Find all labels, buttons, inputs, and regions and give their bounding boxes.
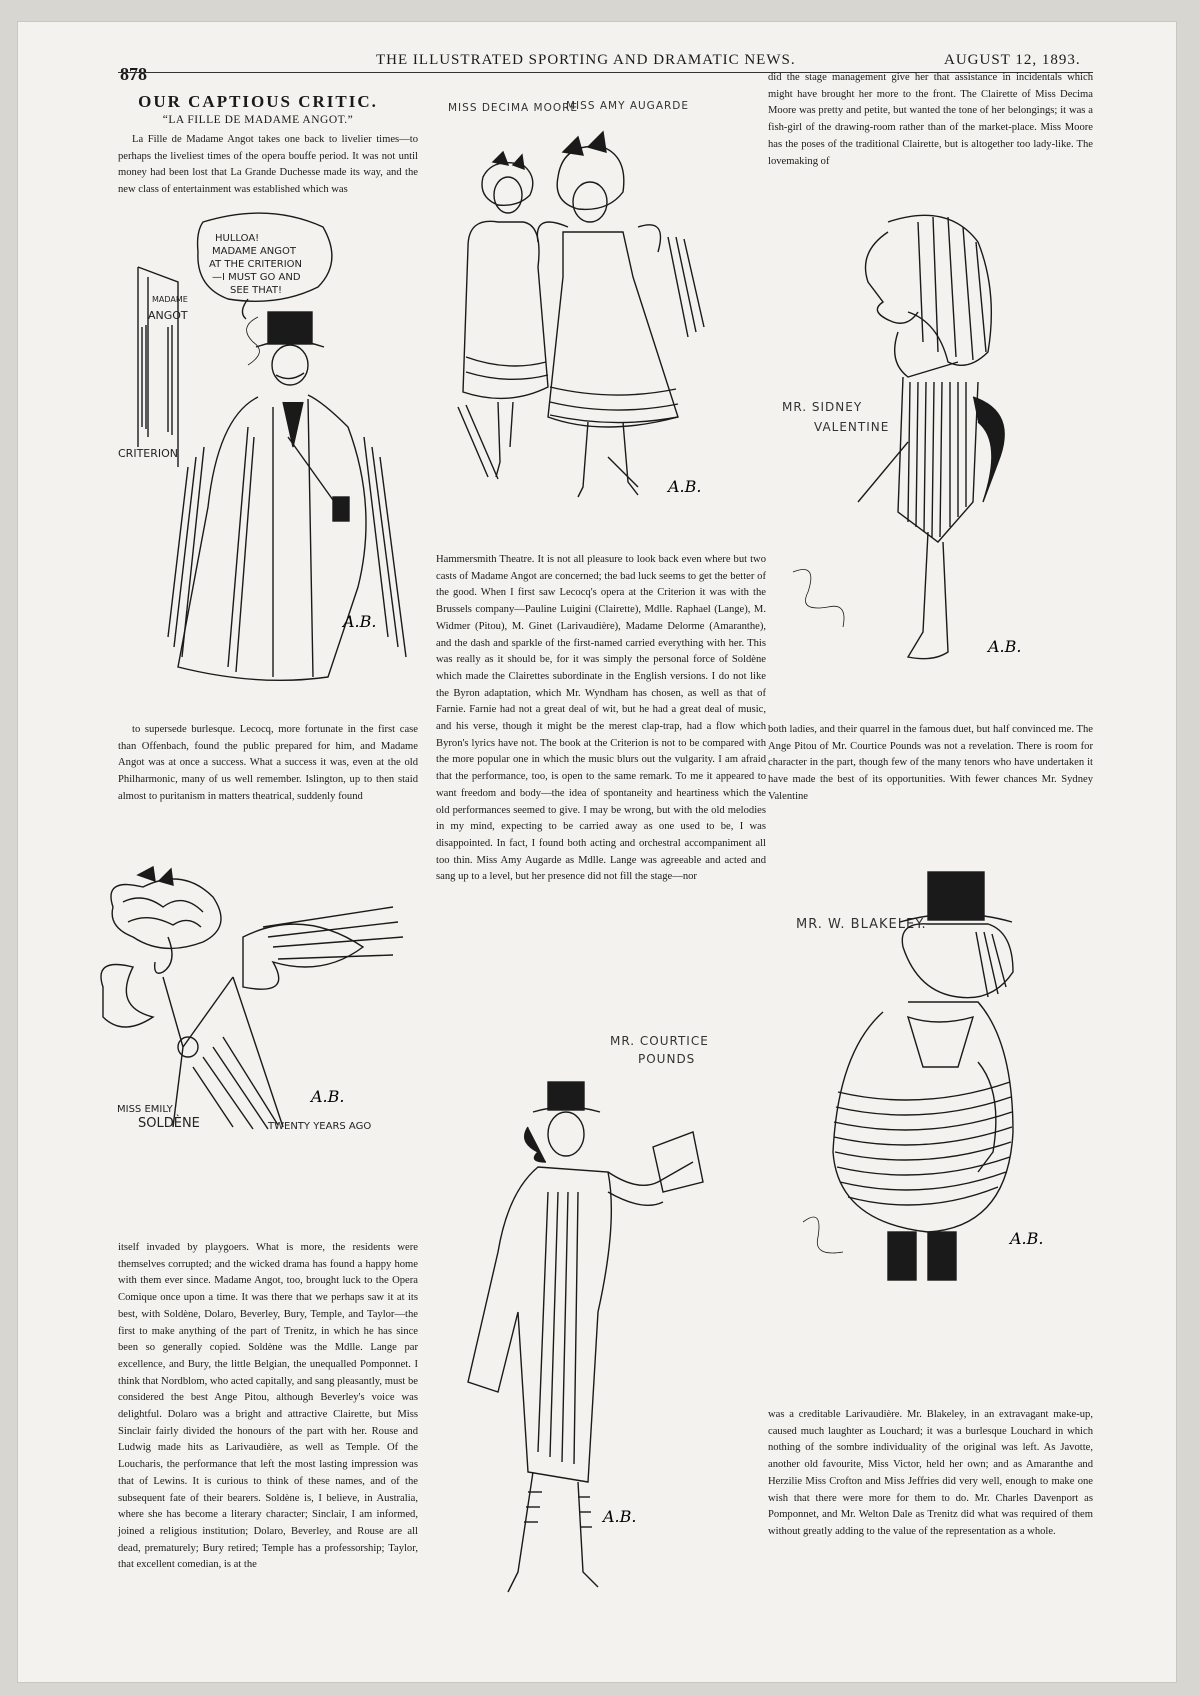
caption-soldene-note: TWENTY YEARS AGO bbox=[268, 1121, 372, 1132]
column-3-bottom bbox=[768, 1407, 1093, 1541]
coat-tail bbox=[973, 397, 1004, 502]
speech-line: HULLOA! bbox=[215, 233, 260, 244]
caption-pounds-line2: POUNDS bbox=[638, 1052, 696, 1066]
top-hat bbox=[268, 312, 312, 344]
page-number: 878 bbox=[120, 64, 147, 84]
artist-signature: A.B. bbox=[343, 612, 377, 631]
blakeley-body bbox=[833, 1002, 1013, 1232]
pounds-coat bbox=[468, 1167, 611, 1482]
walking-cane bbox=[858, 442, 908, 502]
caption-blakeley: MR. W. BLAKELEY. bbox=[796, 917, 927, 932]
caption-valentine-line1: MR. SIDNEY bbox=[782, 400, 863, 414]
speech-line: —I MUST GO AND bbox=[212, 272, 301, 283]
column-1-bottom bbox=[118, 1240, 418, 1574]
publication-title: THE ILLUSTRATED SPORTING AND DRAMATIC NEWS. bbox=[376, 52, 796, 68]
pounds-legs bbox=[508, 1472, 598, 1592]
speech-line: SEE THAT! bbox=[230, 285, 282, 296]
issue-date: AUGUST 12, 1893. bbox=[944, 52, 1081, 68]
satchel bbox=[333, 497, 349, 521]
column-2 bbox=[436, 552, 766, 886]
column-1-top-text: La Fille de Madame Angot takes one back to livelier times—to perhaps the liveliest times of the opera bouffe period. It was not until money had been lost that La Grande Duchesse made its way, and the new class of entertainment was established which was bbox=[118, 134, 418, 196]
soldene-face bbox=[155, 937, 172, 973]
column-3-bottom-text: was a creditable Larivaudière. Mr. Blakeley, in an extravagant make-up, caused much laughter as Louchard; it was a burlesque Louchard in which nothing of the sombre individuality of the original was left. As Javotte, another old favourite, Miss Victor, held her own; and as Amaranthe and Herzilie Miss Crofton and Miss Jeffries did very well, enough to make one wish that there were more for them to do. Mr. Charles Davenport as Pomponnet, and Mr. Welton Dale as Trenitz did what was required of them without greatly adding to the value of the representation as a whole. bbox=[768, 1409, 1093, 1537]
blakeley-apron bbox=[908, 1017, 973, 1067]
article-subtitle: “LA FILLE DE MADAME ANGOT.” bbox=[162, 114, 354, 126]
valentine-face bbox=[866, 232, 919, 323]
valentine-collar bbox=[895, 332, 958, 377]
column-1-bottom-text: itself invaded by playgoers. What is more, the residents were themselves corrupted; and the wicked drama has found a happy home with them ever since. Madame Angot, too, brought luck to the Opera Comique once upon a time. It was there that we perhaps saw it at its best, with Soldène, Dolaro, Beverley, Bury, Temple, and Taylor—the first to make anything of the part of Trenitz, in which he has since been so generally copied. Soldène was the Mdlle. Lange par excellence, and Bury, the little Belgian, the unequalled Pomponnet. I think that Nordblom, who acted capitally, and sang pleasantly, must be considered the best Ange Pitou, although Beverley's voice was delightful. Dolaro was a bright and attractive Clairette, but Miss Sinclair fairly divided the honours of the part with her. Rouse and Ludwig made hits as Larivaudière, as well as Temple. Of the Loucharis, the performance that left the most lasting impression was that of Lewins. It is curious to think of these names, and of the subsequent fate of their bearers. Soldène is, I believe, in Australia, where she has become a literary character; Sinclair, I am informed, joined a religious institution; Dolaro, Beverley, and Rouse are all dead, prematurely; Bury retired; Temple has a professorship; Taylor, that excellent comedian, is at the bbox=[118, 1242, 418, 1571]
hair-curls bbox=[111, 879, 221, 948]
left-lady-face bbox=[494, 177, 522, 213]
right-lady-face bbox=[573, 182, 607, 222]
gentleman-illustration bbox=[108, 207, 418, 732]
ponytail bbox=[525, 1127, 546, 1162]
pounds-illustration bbox=[458, 1052, 748, 1612]
right-lady-dress bbox=[548, 232, 678, 427]
column-3-top bbox=[768, 70, 1093, 170]
column-2-text: Hammersmith Theatre. It is not all pleasure to look back even where but two casts of Madame Angot are concerned; the bad luck seems to get the better of the good. When I first saw Lecocq's opera at the Criterion it was with the Brussels company—Pauline Luigini (Clairette), Mdlle. Raphael (Lange), M. Widmer (Pitou), M. Ginet (Larivaudière), Madame Delorme (Amaranthe), and the dash and sparkle of the first-named carried everything with her. This was really as it should be, for it was simply the personal force of Soldène which made the Clairettes subordinate in the English versions. I do not like the Byron adaptation, which Mr. Wyndham has chosen, as well as that of Farnie. Farnie had not a great deal of wit, but he had a great deal of music, and his verse, though it might be the merest clap-trap, had a flow which Byron's lyrics have not. The book at the Criterion is not to be compared with the more popular one in which the music blurs out the vulgarity. I am afraid that the performance, too, is open to the same remark. To me it appeared to want freedom and body—the idea of spontaneity and heartiness which the old performances seemed to give. I may be wrong, but with the old melodies in my mind, expecting to be carried away as one used to be, I was disappointed. In fact, I found both acting and orchestral accompaniment all too thin. Miss Amy Augarde as Mdlle. Lange was agreeable and acted and sang up to a level, but her presence did not fill the stage—nor bbox=[436, 554, 766, 883]
artist-signature: A.B. bbox=[603, 1507, 637, 1526]
left-sleeve bbox=[101, 965, 153, 1028]
valentine-wig bbox=[888, 215, 991, 365]
speech-line: MADAME ANGOT bbox=[212, 246, 297, 257]
valentine-illustration bbox=[788, 202, 1088, 702]
column-1-mid-text: to supersede burlesque. Lecocq, more fortunate in the first case than Offenbach, found the public prepared for him, and Madame Angot was at once a success. What a success it was, even at the old Philharmonic, many of us well remember. Islington, up to then staid almost to puritanism in matters theatrical, suddenly found bbox=[118, 724, 418, 802]
door-label: CRITERION bbox=[118, 447, 179, 460]
sheet-of-music bbox=[653, 1132, 703, 1192]
valentine-legs bbox=[908, 532, 948, 659]
blakeley-top-hat bbox=[928, 872, 984, 920]
door-sign: ANGOT bbox=[148, 309, 188, 322]
overcoat bbox=[178, 395, 366, 680]
column-1-top bbox=[118, 132, 418, 199]
right-lady-hair bbox=[557, 146, 624, 209]
caption-amy-augarde: MISS AMY AUGARDE bbox=[566, 100, 690, 112]
artist-signature: A.B. bbox=[668, 477, 702, 496]
duet-illustration bbox=[438, 117, 738, 517]
column-3-mid bbox=[768, 722, 1093, 806]
left-boot bbox=[888, 1232, 916, 1280]
column-3-mid-text: both ladies, and their quarrel in the famous duet, but half convinced me. The Ange Pitou of Mr. Courtice Pounds was not a revelation. There is room for character in the part, though few of the many tenors who have undertaken it have made the best of its opportunities. With fewer chances Mr. Sydney Valentine bbox=[768, 724, 1093, 802]
pounds-arms bbox=[608, 1162, 693, 1205]
caption-pounds-line1: MR. COURTICE bbox=[610, 1034, 709, 1048]
right-boot bbox=[928, 1232, 956, 1280]
speech-line: AT THE CRITERION bbox=[209, 259, 303, 270]
caption-soldene-line1: MISS EMILY bbox=[117, 1104, 173, 1115]
artist-signature: A.B. bbox=[988, 637, 1022, 656]
pounds-head bbox=[548, 1112, 584, 1156]
right-lady-sleeves bbox=[537, 222, 660, 252]
caption-decima-moore: MISS DECIMA MOORE bbox=[448, 102, 579, 114]
blakeley-illustration bbox=[798, 852, 1098, 1332]
artist-signature: A.B. bbox=[1010, 1229, 1044, 1248]
artist-signature: A.B. bbox=[311, 1087, 345, 1106]
column-1-mid bbox=[118, 722, 418, 806]
left-lady-hair bbox=[482, 163, 533, 206]
article-title: OUR CAPTIOUS CRITIC. bbox=[138, 92, 378, 111]
column-3-top-text: did the stage management give her that assistance in incidentals which might have brought her more to the front. The Clairette of Miss Decima Moore was pretty and petite, but wanted the tone of her belongings; it was a fish-girl of the drawing-room rather than of the market-place. Miss Moore has the poses of the traditional Clairette, but is altogether too lady-like. The lovemaking of bbox=[768, 72, 1093, 167]
caption-soldene-line2: SOLDÈNE bbox=[138, 1116, 200, 1131]
soldene-illustration bbox=[93, 867, 423, 1157]
door-sign-top: MADAME bbox=[152, 295, 188, 304]
newspaper-page bbox=[18, 22, 1176, 1682]
pounds-hat bbox=[548, 1082, 584, 1110]
caption-valentine-line2: VALENTINE bbox=[814, 420, 890, 434]
left-lady-dress bbox=[463, 221, 548, 398]
